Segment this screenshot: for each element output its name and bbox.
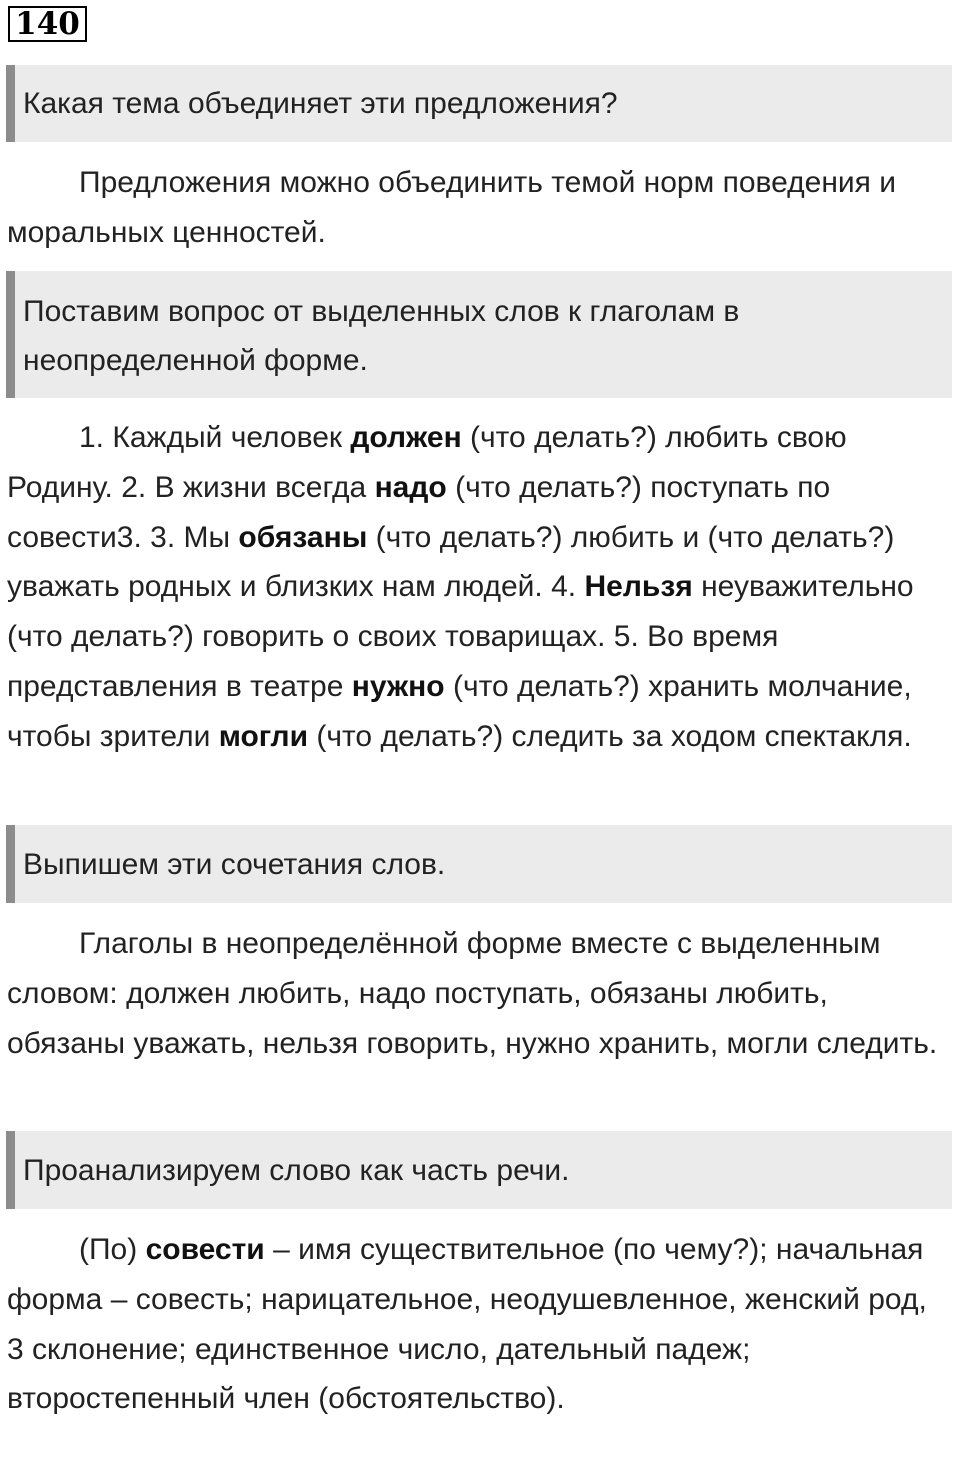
highlighted-word: могли <box>218 719 309 753</box>
answer-text: Предложения можно объединить темой норм поведения и моральных ценностей. <box>7 166 896 249</box>
question-callout-1 <box>6 65 952 142</box>
highlighted-word: надо <box>374 470 447 504</box>
question-callout-3 <box>6 825 952 903</box>
answer-paragraph-3 <box>7 919 942 1068</box>
highlighted-word: совести <box>145 1233 265 1266</box>
answer-text: 1. Каждый человек должен (что делать?) любить свою Родину. 2. В жизни всегда надо (что делать?) поступать по совести3. 3. Мы обязаны (что делать?) любить и (что делать?) уважать родных и близких нам людей. 4. Нельзя неуважительно (что делать?) говорить о своих товарищах. 5. Во время представления в театре нужно (что делать?) хранить молчание, чтобы зрители могли (что делать?) следить за ходом спектакля. <box>7 421 914 753</box>
highlighted-word: нужно <box>351 669 445 703</box>
exercise-number: 140 <box>8 6 87 42</box>
highlighted-word: Нельзя <box>584 570 693 604</box>
answer-paragraph-2 <box>7 413 942 762</box>
answer-paragraph-4 <box>7 1225 942 1424</box>
answer-paragraph-1 <box>7 158 942 258</box>
question-text: Проанализируем слово как часть речи. <box>23 1154 570 1187</box>
question-callout-4 <box>6 1131 952 1209</box>
question-text: Поставим вопрос от выделенных слов к глаголам в неопределенной форме. <box>23 295 740 377</box>
question-text: Выпишем эти сочетания слов. <box>23 848 446 881</box>
answer-text: Глаголы в неопределённой форме вместе с выделенным словом: должен любить, надо поступать, обязаны любить, обязаны уважать, нельзя говорить, нужно хранить, могли следить. <box>7 927 938 1060</box>
highlighted-word: обязаны <box>238 520 368 554</box>
question-callout-2 <box>6 271 952 398</box>
highlighted-word: должен <box>350 421 462 454</box>
answer-text: (По) совести – имя существительное (по чему?); начальная форма – совесть; нарицательное, неодушевленное, женский род, 3 склонение; единственное число, дательный падеж; второстепенный член (обстоятельство). <box>7 1233 927 1416</box>
question-text: Какая тема объединяет эти предложения? <box>23 87 618 120</box>
